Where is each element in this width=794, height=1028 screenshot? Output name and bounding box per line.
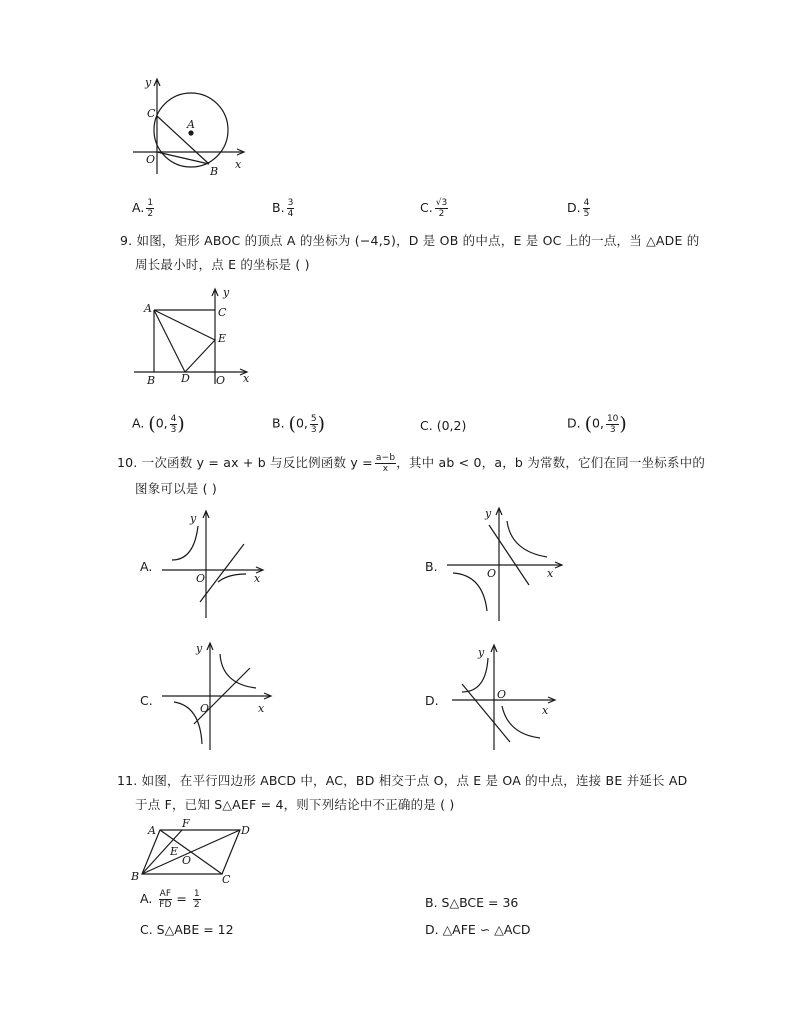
q8-label-o: O: [146, 153, 156, 166]
q9-right-paren: ): [317, 413, 326, 435]
q10-stem-line2: 图象可以是 ( ): [135, 481, 218, 496]
q9-segment-de: [185, 340, 215, 372]
q10b-label-o: O: [487, 567, 497, 580]
q9-stem-line2: 周长最小时，点 E 的坐标是 ( ): [135, 257, 310, 272]
q9-label-x: x: [243, 372, 250, 385]
q10c-hyperbola-q1: [220, 654, 256, 688]
q9-stem-line1: 9. 如图，矩形 ABOC 的顶点 A 的坐标为 (−4,5)，D 是 OB 的中点，E 是 OC 上的一点，当 △ADE 的: [120, 233, 700, 248]
q11-option-d[interactable]: D. △AFE ∽ △ACD: [425, 922, 531, 937]
q9-label-e: E: [218, 332, 227, 345]
q10a-hyperbola-q2: [172, 526, 198, 560]
q10-graph-b[interactable]: [445, 503, 570, 623]
q11-option-c[interactable]: C. S△ABE = 12: [140, 922, 234, 937]
q11-option-letter: A.: [140, 891, 153, 906]
q9-segment-ae: [154, 310, 215, 340]
q11-option-a[interactable]: [140, 889, 201, 910]
q10c-hyperbola-q3: [174, 702, 202, 744]
q10a-curve-lower: [218, 574, 246, 582]
q8-option-fraction: $\frac{√3}{2}$: [435, 198, 448, 219]
q8-label-c: C: [147, 107, 156, 120]
q10a-hyperbola-q4-branch: [210, 576, 246, 600]
q10-graph-c[interactable]: [160, 640, 275, 752]
q9-option-fraction: $\frac{4}{3}$: [170, 413, 177, 435]
q9-figure: [128, 284, 258, 389]
q9-option-letter: C.: [420, 418, 433, 433]
q10c-label-y: y: [196, 642, 203, 655]
q9-label-a: A: [144, 302, 152, 315]
q8-option-letter: D.: [567, 200, 581, 215]
q8-label-b: B: [210, 165, 219, 178]
q9-label-b: B: [147, 374, 156, 387]
q10-option-b-label[interactable]: B.: [425, 559, 438, 574]
q8-label-y: y: [145, 76, 152, 89]
q9-option-prefix: 0,: [592, 415, 604, 431]
q11-option-b[interactable]: B. S△BCE = 36: [425, 895, 519, 910]
q8-option-letter: B.: [272, 200, 285, 215]
q10b-hyperbola-q1: [507, 521, 547, 557]
q11-option-equals: =: [176, 891, 187, 906]
q10-option-d-label[interactable]: D.: [425, 693, 439, 708]
q10-graph-a[interactable]: [160, 508, 270, 620]
q8-option-letter: C.: [420, 200, 433, 215]
q8-option-fraction: $\frac{3}{4}$: [287, 198, 294, 219]
q11-label-c: C: [222, 873, 231, 884]
q10-stem-part-b: ，其中 ab < 0，a，b 为常数，它们在同一坐标系中的: [396, 455, 706, 470]
q11-label-b: B: [131, 870, 140, 883]
q8-option-fraction: $\frac{1}{2}$: [147, 198, 154, 219]
q8-segment-ob: [157, 152, 209, 164]
q11-option-fraction-right: $\frac{1}{2}$: [193, 889, 200, 910]
q11-stem-line2: 于点 F，已知 S△AEF = 4，则下列结论中不正确的是 ( ): [135, 797, 455, 812]
q10d-label-y: y: [478, 646, 485, 659]
q11-label-a: A: [148, 824, 156, 837]
q8-label-x: x: [235, 158, 242, 171]
q10c-label-x: x: [258, 702, 265, 715]
q9-option-a[interactable]: [132, 413, 185, 435]
q9-left-paren: (: [584, 413, 593, 435]
q8-option-fraction: $\frac{4}{5}$: [583, 198, 590, 219]
q10-graph-d[interactable]: [450, 642, 560, 752]
q10a-label-y: y: [190, 512, 197, 525]
q11-option-fraction-left: $\frac{AF}{FD}$: [159, 889, 172, 910]
q10b-hyperbola-q3: [453, 573, 487, 611]
q10a-label-x: x: [254, 572, 261, 585]
q11-label-d: D: [241, 824, 250, 837]
q9-label-d: D: [181, 372, 190, 385]
q9-option-prefix: 0,: [295, 415, 308, 431]
q9-option-letter: D.: [567, 415, 581, 431]
q11-stem-line1: 11. 如图，在平行四边形 ABCD 中，AC，BD 相交于点 O，点 E 是 OA 的中点，连接 BE 并延长 AD: [117, 773, 688, 788]
q10d-label-x: x: [542, 704, 549, 717]
q10a-hyperbola-q4: [216, 580, 232, 606]
q10-stem-line1: [117, 453, 705, 474]
q11-label-e: E: [170, 845, 179, 858]
q10c-label-o: O: [200, 702, 210, 715]
q10a-label-o: O: [196, 572, 206, 585]
q10-option-a-label[interactable]: A.: [140, 559, 153, 574]
q9-option-letter: B.: [272, 415, 285, 431]
q9-option-b[interactable]: [272, 413, 325, 435]
q9-option-c[interactable]: [420, 418, 466, 433]
q8-center-point: [189, 131, 193, 135]
q9-option-fraction: $\frac{5}{3}$: [310, 413, 317, 435]
q9-left-paren: (: [288, 413, 296, 435]
q10d-label-o: O: [497, 688, 507, 701]
q9-option-letter: A.: [132, 415, 145, 431]
q10d-hyperbola-q4: [502, 706, 540, 738]
q10-option-c-label[interactable]: C.: [140, 693, 153, 708]
q10-stem-fraction: $\frac{a-b}{x}$: [375, 453, 396, 474]
q9-label-c: C: [218, 306, 227, 319]
q9-label-o: O: [216, 374, 226, 387]
q9-left-paren: (: [148, 413, 156, 435]
q9-option-d[interactable]: [567, 413, 627, 435]
q9-right-paren: ): [177, 413, 185, 435]
q10b-label-x: x: [547, 567, 554, 580]
q10b-label-y: y: [485, 507, 492, 520]
q9-segment-ad: [154, 310, 185, 372]
q8-option-b[interactable]: [272, 198, 294, 219]
q8-option-a[interactable]: [132, 198, 154, 219]
q9-option-text: (0,2): [436, 418, 467, 433]
q10-stem-part-a: 10. 一次函数 y = ax + b 与反比例函数 y =: [117, 455, 373, 470]
q9-option-prefix: 0,: [155, 415, 168, 431]
q8-option-d[interactable]: [567, 198, 590, 219]
q9-right-paren: ): [619, 413, 627, 435]
q11-figure: [128, 818, 258, 884]
q8-figure: [125, 72, 255, 182]
q10d-hyperbola-q2: [462, 658, 488, 692]
q8-option-c[interactable]: [420, 198, 448, 219]
q11-label-o: O: [182, 854, 192, 867]
q9-option-fraction: $\frac{10}{3}$: [606, 413, 619, 435]
q8-label-a: A: [187, 118, 195, 131]
q8-option-letter: A.: [132, 200, 145, 215]
q11-label-f: F: [182, 818, 190, 830]
q10a-line: [200, 544, 244, 602]
q9-label-y: y: [223, 286, 230, 299]
